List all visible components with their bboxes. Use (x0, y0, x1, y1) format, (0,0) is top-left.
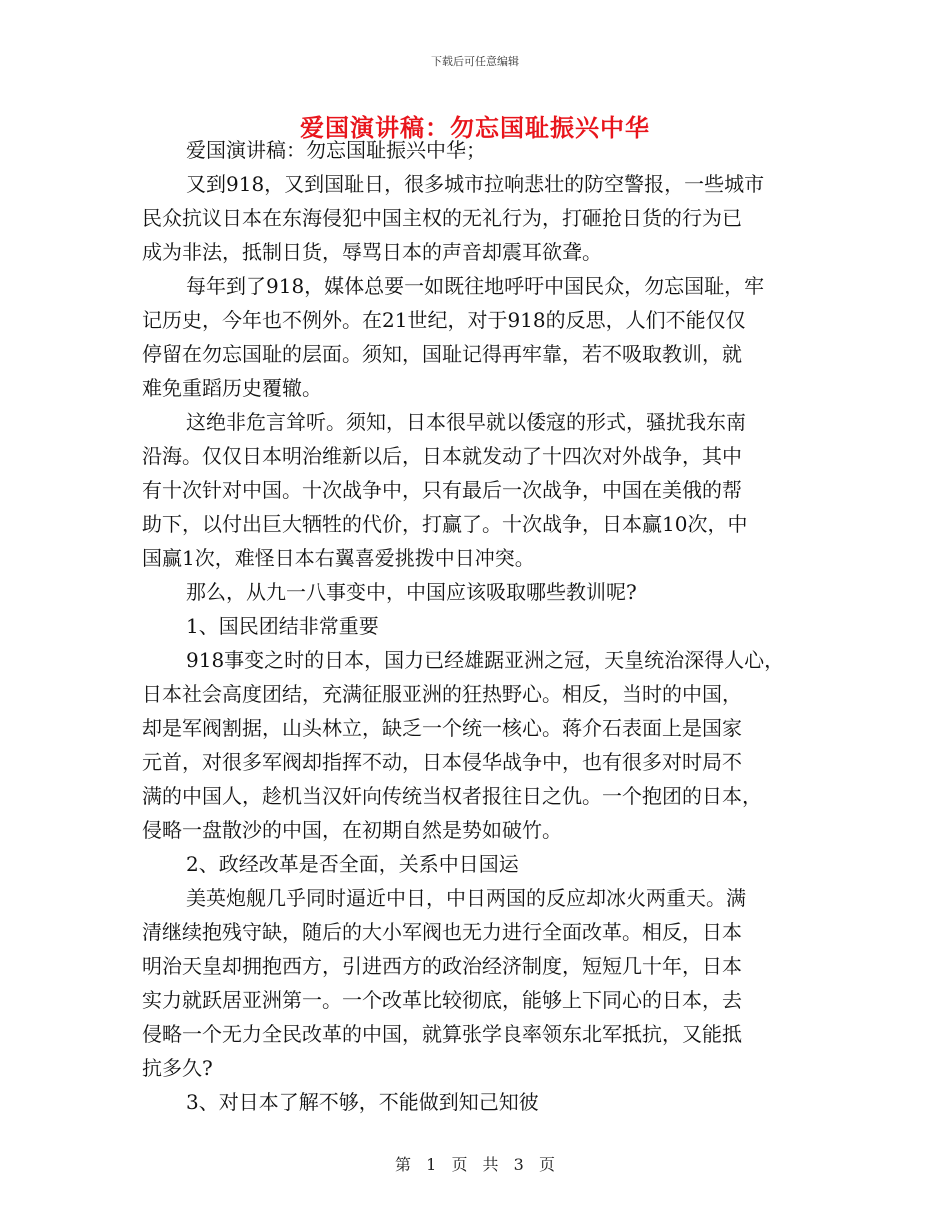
page-label-suffix: 页 (538, 1155, 555, 1174)
page-label-prefix: 第 (395, 1155, 412, 1174)
document-title: 爱国演讲稿：勿忘国耻振兴中华 (300, 113, 650, 142)
paragraph-line: 有十次针对中国。十次战争中，只有最后一次战争，中国在美俄的帮 (142, 478, 742, 502)
paragraph-line: 918事变之时的日本，国力已经雄踞亚洲之冠，天皇统治深得人心， (186, 648, 785, 672)
paragraph-line: 元首，对很多军阀却指挥不动，日本侵华战争中，也有很多对时局不 (142, 750, 742, 774)
paragraph-line: 记历史，今年也不例外。在21世纪，对于918的反思，人们不能仅仅 (142, 308, 746, 332)
paragraph-line: 每年到了918，媒体总要一如既往地呼吁中国民众，勿忘国耻，牢 (186, 274, 765, 298)
paragraph-line: 那么，从九一八事变中，中国应该吸取哪些教训呢? (186, 580, 637, 604)
page-footer (0, 1152, 950, 1175)
paragraph-line: 清继续抱残守缺，随后的大小军阀也无力进行全面改革。相反，日本 (142, 920, 742, 944)
paragraph-line: 爱国演讲稿：勿忘国耻振兴中华； (186, 138, 486, 162)
paragraph-line: 国赢1次，难怪日本右翼喜爱挑拨中日冲突。 (142, 546, 535, 570)
paragraph-line: 日本社会高度团结，充满征服亚洲的狂热野心。相反，当时的中国， (142, 682, 742, 706)
header-note: 下载后可任意编辑 (431, 55, 519, 68)
section-heading: 1、国民团结非常重要 (186, 614, 379, 638)
total-pages-number: 3 (513, 1155, 524, 1174)
page-label-mid: 页 (451, 1155, 468, 1174)
document-body (142, 133, 832, 1119)
section-heading: 2、政经改革是否全面，关系中日国运 (186, 852, 519, 876)
paragraph-line: 实力就跃居亚洲第一。一个改革比较彻底，能够上下同心的日本，去 (142, 988, 742, 1012)
paragraph-line: 美英炮舰几乎同时逼近中日，中日两国的反应却冰火两重天。满 (186, 886, 746, 910)
paragraph-line: 民众抗议日本在东海侵犯中国主权的无礼行为，打砸抢日货的行为已 (142, 206, 742, 230)
paragraph-line: 侵略一盘散沙的中国，在初期自然是势如破竹。 (142, 818, 562, 842)
current-page-number: 1 (426, 1155, 437, 1174)
paragraph-line: 助下，以付出巨大牺牲的代价，打赢了。十次战争，日本赢10次，中 (142, 512, 748, 536)
paragraph-line: 明治天皇却拥抱西方，引进西方的政治经济制度，短短几十年，日本 (142, 954, 742, 978)
section-heading: 3、对日本了解不够，不能做到知己知彼 (186, 1090, 539, 1114)
total-label: 共 (482, 1155, 499, 1174)
paragraph-line: 却是军阀割据，山头林立，缺乏一个统一核心。蒋介石表面上是国家 (142, 716, 742, 740)
paragraph-line: 难免重蹈历史覆辙。 (142, 376, 322, 400)
paragraph-line: 成为非法，抵制日货，辱骂日本的声音却震耳欲聋。 (142, 240, 602, 264)
paragraph-line: 抗多久? (142, 1056, 213, 1080)
paragraph-line: 沿海。仅仅日本明治维新以后，日本就发动了十四次对外战争，其中 (142, 444, 742, 468)
paragraph-line: 满的中国人，趁机当汉奸向传统当权者报往日之仇。一个抱团的日本， (142, 784, 762, 808)
paragraph-line: 这绝非危言耸听。须知，日本很早就以倭寇的形式，骚扰我东南 (186, 410, 746, 434)
paragraph-line: 停留在勿忘国耻的层面。须知，国耻记得再牢靠，若不吸取教训，就 (142, 342, 742, 366)
paragraph-line: 又到918，又到国耻日，很多城市拉响悲壮的防空警报，一些城市 (186, 172, 765, 196)
paragraph-line: 侵略一个无力全民改革的中国，就算张学良率领东北军抵抗，又能抵 (142, 1022, 742, 1046)
